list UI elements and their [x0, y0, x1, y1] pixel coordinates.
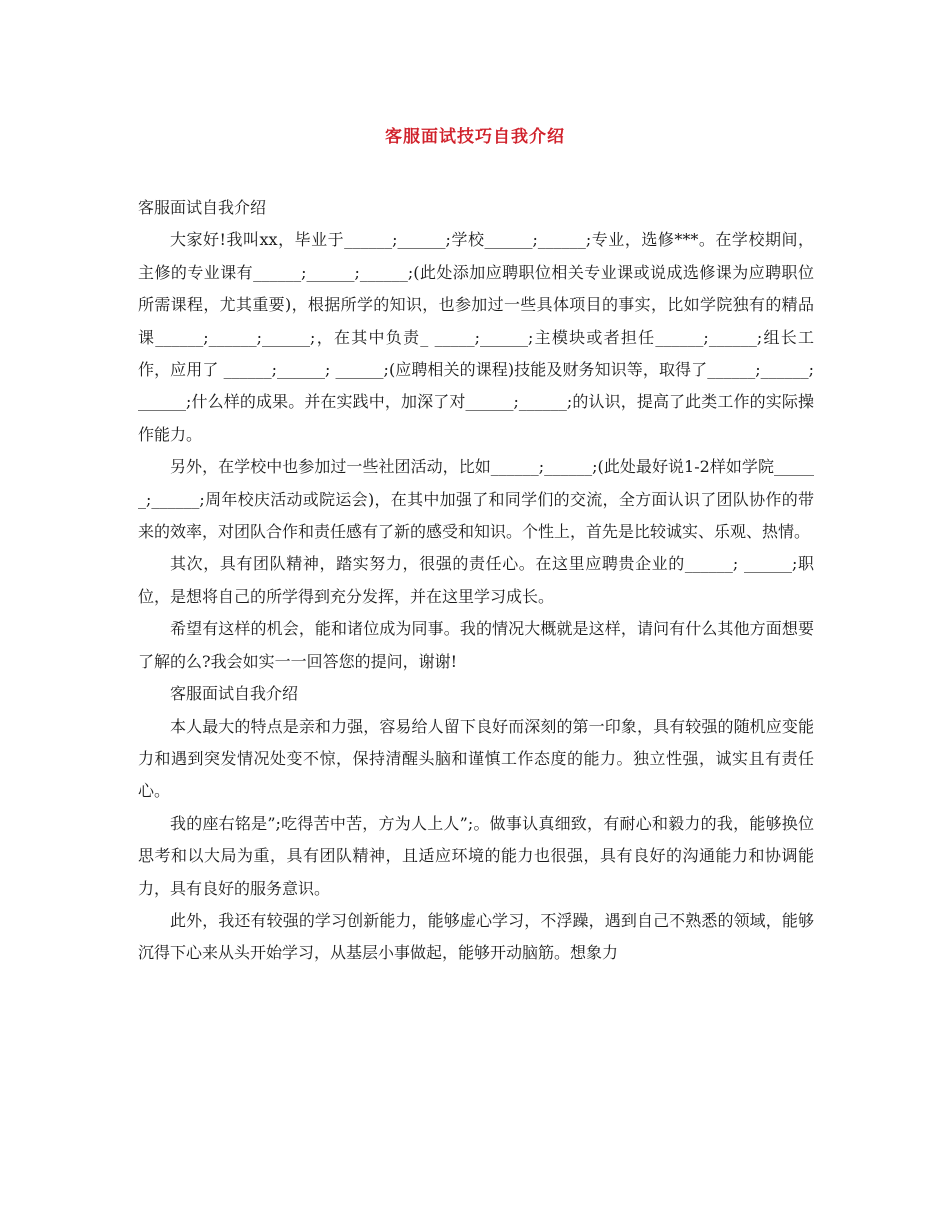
- body-paragraph: 我的座右铭是”;吃得苦中苦，方为人上人”;。做事认真细致，有耐心和毅力的我，能够换位思考和以大局为重，具有团队精神，且适应环境的能力也很强，具有良好的沟通能力和协调能力，具有良好的服务意识。: [138, 813, 814, 898]
- body-paragraph: 另外，在学校中也参加过一些社团活动，比如______;______;(此处最好说1-2样如学院______;______;周年校庆活动或院运会)，在其中加强了和同学们的交流，全方面认识了团队协作的带来的效率，对团队合作和责任感有了新的感受和知识。个性上，首先是比较诚实、乐观、热情。: [138, 457, 814, 542]
- body-paragraph: 大家好!我叫xx，毕业于______;______;学校______;______;专业，选修***。在学校期间，主修的专业课有______;______;______;(此处添加应聘职位相关专业课或说成选修课为应聘职位所需课程，尤其重要)，根据所学的知识，也参加过一些具体项目的事实，比如学院独有的精品课______;______;______;，在其中负责_ _____;______;主模块或者担任______;______;组长工作，应用了 ______;______; ______;(应聘相关的课程)技能及财务知识等，取得了______;______;______;什么样的成果。并在实践中，加深了对______;______;的认识，提高了此类工作的实际操作能力。: [138, 230, 814, 444]
- section-heading-1: 客服面试自我介绍: [138, 198, 267, 217]
- document-body: [138, 192, 814, 970]
- body-paragraph: 此外，我还有较强的学习创新能力，能够虚心学习，不浮躁，遇到自己不熟悉的领域，能够沉得下心来从头开始学习，从基层小事做起，能够开动脑筋。想象力: [138, 910, 814, 963]
- document-title: 客服面试技巧自我介绍: [385, 127, 565, 147]
- body-paragraph: 希望有这样的机会，能和诸位成为同事。我的情况大概就是这样，请问有什么其他方面想要了解的么?我会如实一一回答您的提问，谢谢!: [138, 619, 814, 671]
- body-paragraph: 本人最大的特点是亲和力强，容易给人留下良好而深刻的第一印象，具有较强的随机应变能力和遇到突发情况处变不惊，保持清醒头脑和谨慎工作态度的能力。独立性强，诚实且有责任心。: [138, 716, 814, 801]
- body-paragraph: 其次，具有团队精神，踏实努力，很强的责任心。在这里应聘贵企业的______; ______;职位，是想将自己的所学得到充分发挥，并在这里学习成长。: [138, 554, 814, 606]
- section-heading-2: 客服面试自我介绍: [170, 684, 299, 704]
